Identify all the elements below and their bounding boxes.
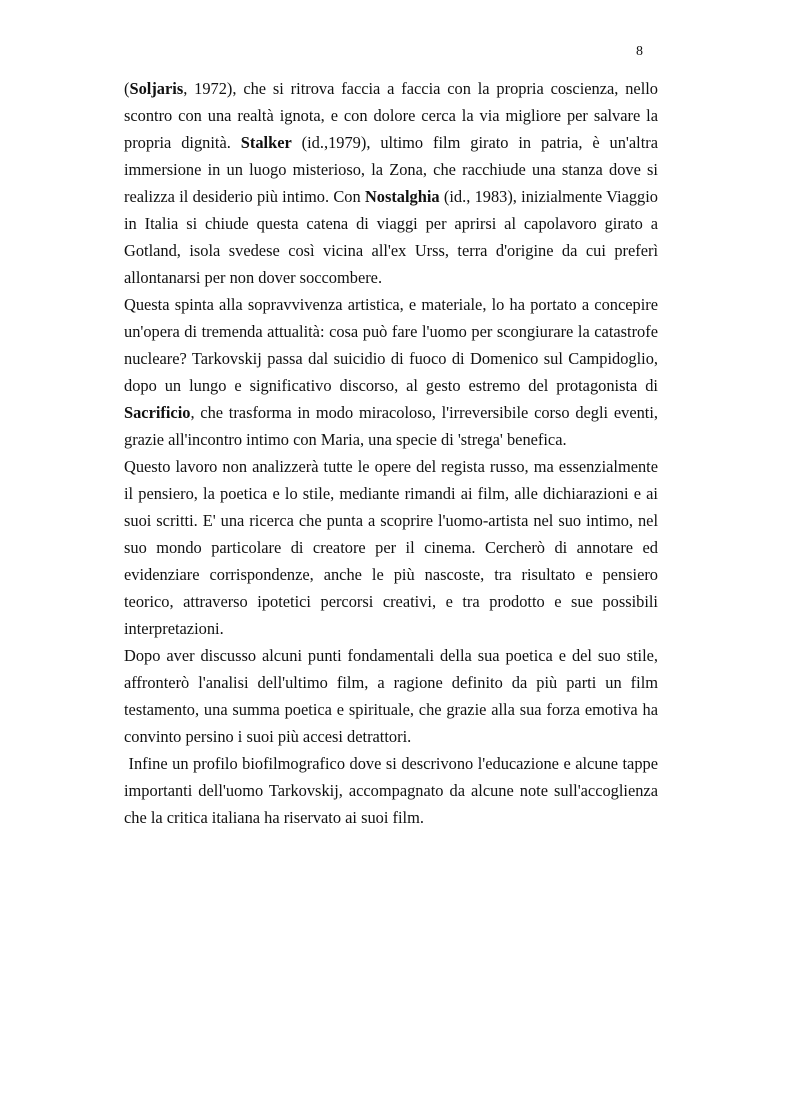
film-title-sacrificio: Sacrificio: [124, 403, 191, 422]
paragraph-1-text-2: , 1972), che si ritrova faccia a faccia con la propria coscienza, nello scontro con una realtà ignota, e con dolore cerca la via migliore per salvare la propria dignità.: [124, 79, 658, 152]
paragraph-1-text-1: (: [124, 79, 130, 98]
document-body: [124, 75, 663, 831]
film-title-soljaris: Soljaris: [129, 79, 184, 98]
paragraph-3: Questo lavoro non analizzerà tutte le opere del regista russo, ma essenzialmente il pensiero, la poetica e lo stile, mediante rimandi ai film, alle dichiarazioni e ai suoi scritti. E' una ricerca che punta a scoprire l'uomo-artista nel suo intimo, nel suo mondo particolare di creatore per il cinema. Cercherò di annotare ed evidenziare corrispondenze, anche le più nascoste, tra risultato e pensiero teorico, attraverso ipotetici percorsi creativi, e tra prodotto e sue possibili interpretazioni.: [124, 457, 658, 638]
paragraph-2-text-2: , che trasforma in modo miracoloso, l'irreversibile corso degli eventi, grazie all'incontro intimo con Maria, una specie di 'strega' benefica.: [124, 403, 658, 449]
paragraph-5: Infine un profilo biofilmografico dove si descrivono l'educazione e alcune tappe importanti dell'uomo Tarkovskij, accompagnato da alcune note sull'accoglienza che la critica italiana ha riservato ai suoi film.: [124, 754, 663, 827]
paragraph-1: [124, 75, 658, 291]
film-title-stalker: Stalker: [240, 133, 292, 152]
film-title-nostalghia: Nostalghia: [364, 187, 440, 206]
paragraph-1-text-4: (id., 1983), inizialmente Viaggio in Italia si chiude questa catena di viaggi per aprirsi al capolavoro girato a Gotland, isola svedese così vicina all'ex Urss, terra d'origine da cui preferì allontanarsi per non dover soccombere.: [124, 187, 658, 287]
paragraph-1-text-3: (id.,1979), ultimo film girato in patria, è un'altra immersione in un luogo misterioso, la Zona, che racchiude una stanza dove si realizza il desiderio più intimo. Con: [124, 133, 658, 206]
paragraph-2: [124, 291, 658, 453]
paragraph-4: Dopo aver discusso alcuni punti fondamentali della sua poetica e del suo stile, affronterò l'analisi dell'ultimo film, a ragione definito da più parti un film testamento, una summa poetica e spirituale, che grazie alla sua forza emotiva ha convinto persino i suoi più accesi detrattori.: [124, 646, 658, 746]
page-number: 8: [636, 44, 643, 59]
paragraph-2-text-1: Questa spinta alla sopravvivenza artistica, e materiale, lo ha portato a concepire un'opera di tremenda attualità: cosa può fare l'uomo per scongiurare la catastrofe nucleare? Tarkovskij passa dal suicidio di fuoco di Domenico sul Campidoglio, dopo un lungo e significativo discorso, al gesto estremo del protagonista di: [124, 295, 658, 395]
